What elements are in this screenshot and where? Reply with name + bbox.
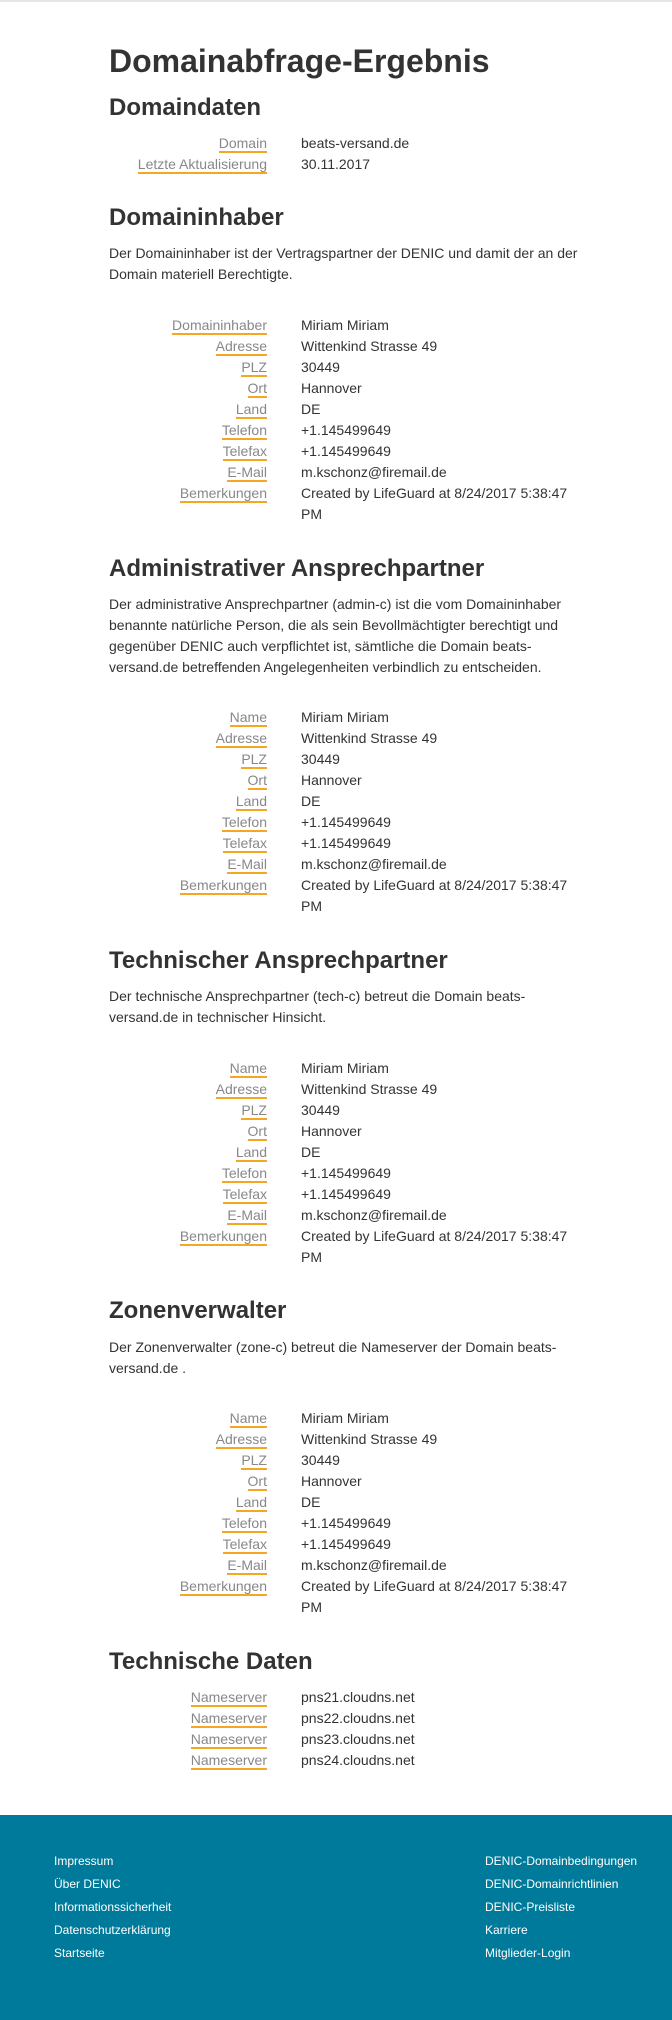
field-value: 30.11.2017 <box>301 156 371 172</box>
field-label: Telefax <box>222 443 267 459</box>
field-row-plz <box>109 1450 589 1471</box>
field-row-telefax <box>109 1534 589 1555</box>
field-value: +1.145499649 <box>301 1165 391 1181</box>
field-value: +1.145499649 <box>301 814 391 830</box>
field-label: Telefon <box>221 1515 267 1531</box>
field-label: Land <box>235 1144 267 1160</box>
field-label: PLZ <box>241 1102 267 1118</box>
zone-c-table <box>109 1408 589 1618</box>
field-row-ort <box>109 1471 589 1492</box>
field-label: Name <box>229 1410 267 1426</box>
field-value: Created by LifeGuard at 8/24/2017 5:38:47 PM <box>301 877 568 914</box>
footer-left-links <box>54 1850 171 1965</box>
footer-link-ueber-denic[interactable]: Über DENIC <box>54 1877 121 1891</box>
footer-link-karriere[interactable]: Karriere <box>485 1923 528 1937</box>
field-label: Land <box>235 1494 267 1510</box>
field-value: 30449 <box>301 359 340 375</box>
field-row-telefon <box>109 1513 589 1534</box>
footer-link-domainbedingungen[interactable]: DENIC-Domainbedingungen <box>485 1854 638 1868</box>
footer-link-informationssicherheit[interactable]: Informationssicherheit <box>54 1900 172 1914</box>
field-value: DE <box>301 1494 321 1510</box>
field-value: DE <box>301 1144 321 1160</box>
field-row-plz <box>109 1100 589 1121</box>
technische-daten-table <box>109 1687 589 1771</box>
field-label: Telefax <box>222 835 267 851</box>
field-label: Bemerkungen <box>179 1578 267 1594</box>
section-description-tech-c: Der technische Ansprechpartner (tech-c) betreut die Domain beats-versand.de in technischer Hinsicht. <box>109 988 526 1025</box>
field-label: Telefon <box>221 814 267 830</box>
field-value: Hannover <box>301 1473 362 1489</box>
field-value: DE <box>301 793 321 809</box>
field-value: +1.145499649 <box>301 835 391 851</box>
field-label: Telefon <box>221 1165 267 1181</box>
field-row-email <box>109 462 589 483</box>
footer-right-links <box>485 1850 637 1965</box>
field-label: Adresse <box>215 1081 267 1097</box>
section-heading-domaininhaber: Domaininhaber <box>109 204 284 231</box>
field-row-plz <box>109 749 589 770</box>
field-row-nameserver <box>109 1729 589 1750</box>
field-label: Telefon <box>221 422 267 438</box>
field-value: Hannover <box>301 1123 362 1139</box>
footer <box>0 1815 672 2020</box>
field-row-domain <box>109 133 589 154</box>
field-label: Letzte Aktualisierung <box>137 156 267 172</box>
section-description-zone-c: Der Zonenverwalter (zone-c) betreut die Nameserver der Domain beats-versand.de . <box>109 1339 557 1376</box>
field-label: Nameserver <box>190 1752 267 1768</box>
field-label: Ort <box>247 380 267 396</box>
field-label: Land <box>235 793 267 809</box>
field-label: Adresse <box>215 730 267 746</box>
field-value: m.kschonz@firemail.de <box>301 464 447 480</box>
field-row-adresse <box>109 728 589 749</box>
field-row-plz <box>109 357 589 378</box>
field-row-name <box>109 1058 589 1079</box>
field-value: +1.145499649 <box>301 1186 391 1202</box>
field-row-telefax <box>109 1184 589 1205</box>
field-label: Land <box>235 401 267 417</box>
footer-link-startseite[interactable]: Startseite <box>54 1946 105 1960</box>
section-heading-admin-c: Administrativer Ansprechpartner <box>109 555 485 582</box>
admin-c-table <box>109 707 589 917</box>
field-row-nameserver <box>109 1687 589 1708</box>
field-row-name <box>109 1408 589 1429</box>
tech-c-table <box>109 1058 589 1268</box>
field-label: Name <box>229 709 267 725</box>
section-heading-technische-daten: Technische Daten <box>109 1648 313 1675</box>
field-value: +1.145499649 <box>301 422 391 438</box>
field-label: E-Mail <box>227 1557 267 1573</box>
field-value: pns23.cloudns.net <box>301 1731 415 1747</box>
field-value: Hannover <box>301 380 362 396</box>
footer-link-domainrichtlinien[interactable]: DENIC-Domainrichtlinien <box>485 1877 619 1891</box>
field-value: beats-versand.de <box>301 135 410 151</box>
field-row-nameserver <box>109 1708 589 1729</box>
field-value: m.kschonz@firemail.de <box>301 1557 447 1573</box>
field-value: +1.145499649 <box>301 1536 391 1552</box>
field-value: Miriam Miriam <box>301 1060 389 1076</box>
footer-link-datenschutzerklaerung[interactable]: Datenschutzerklärung <box>54 1923 171 1937</box>
field-label: Adresse <box>215 1431 267 1447</box>
field-label: Name <box>229 1060 267 1076</box>
field-row-telefon <box>109 812 589 833</box>
section-heading-zone-c: Zonenverwalter <box>109 1297 287 1324</box>
field-value: 30449 <box>301 1102 340 1118</box>
field-row-bemerkungen <box>109 875 589 917</box>
field-label: Adresse <box>215 338 267 354</box>
field-value: Miriam Miriam <box>301 709 389 725</box>
field-value: m.kschonz@firemail.de <box>301 856 447 872</box>
field-value: Created by LifeGuard at 8/24/2017 5:38:47 PM <box>301 485 568 522</box>
field-row-telefon <box>109 420 589 441</box>
field-value: Wittenkind Strasse 49 <box>301 1081 438 1097</box>
field-row-nameserver <box>109 1750 589 1771</box>
field-label: Bemerkungen <box>179 1228 267 1244</box>
field-row-land <box>109 399 589 420</box>
section-description-admin-c: Der administrative Ansprechpartner (admin-c) ist die vom Domaininhaber benannte natürliche Person, die als sein Bevollmächtigter berechtigt und gegenüber DENIC auch verpflichtet ist, sämtliche die Domain beats-versand.de betreffenden Angelegenheiten verbindlich zu entscheiden. <box>109 596 562 675</box>
field-label: PLZ <box>241 359 267 375</box>
field-row-email <box>109 1205 589 1226</box>
field-label: Nameserver <box>190 1731 267 1747</box>
field-value: Created by LifeGuard at 8/24/2017 5:38:47 PM <box>301 1578 568 1615</box>
field-row-email <box>109 854 589 875</box>
field-label: Ort <box>247 772 267 788</box>
field-value: +1.145499649 <box>301 1515 391 1531</box>
field-row-bemerkungen <box>109 483 589 525</box>
field-label: Bemerkungen <box>179 485 267 501</box>
field-row-bemerkungen <box>109 1226 589 1268</box>
field-label: Telefax <box>222 1536 267 1552</box>
field-row-adresse <box>109 1429 589 1450</box>
field-label: Domain <box>218 135 267 151</box>
field-value: Wittenkind Strasse 49 <box>301 338 438 354</box>
field-value: 30449 <box>301 751 340 767</box>
section-description-domaininhaber: Der Domaininhaber ist der Vertragspartner der DENIC und damit der an der Domain materiell Berechtigte. <box>109 245 578 282</box>
domaininhaber-table <box>109 315 589 525</box>
field-value: +1.145499649 <box>301 443 391 459</box>
field-label: PLZ <box>241 751 267 767</box>
field-label: PLZ <box>241 1452 267 1468</box>
footer-link-preisliste[interactable]: DENIC-Preisliste <box>485 1900 576 1914</box>
field-row-ort <box>109 378 589 399</box>
field-row-ort <box>109 770 589 791</box>
field-value: pns21.cloudns.net <box>301 1689 415 1705</box>
field-value: DE <box>301 401 321 417</box>
field-value: Wittenkind Strasse 49 <box>301 1431 438 1447</box>
field-label: Domaininhaber <box>172 317 267 333</box>
field-row-telefax <box>109 833 589 854</box>
field-row-ort <box>109 1121 589 1142</box>
field-row-name <box>109 707 589 728</box>
field-row-land <box>109 1142 589 1163</box>
field-label: E-Mail <box>227 1207 267 1223</box>
field-value: pns24.cloudns.net <box>301 1752 415 1768</box>
field-value: Miriam Miriam <box>301 317 389 333</box>
field-value: Wittenkind Strasse 49 <box>301 730 438 746</box>
section-heading-domaindaten: Domaindaten <box>109 94 262 121</box>
field-row-adresse <box>109 336 589 357</box>
field-row-telefon <box>109 1163 589 1184</box>
field-label: Bemerkungen <box>179 877 267 893</box>
field-row-domaininhaber <box>109 315 589 336</box>
top-border <box>0 0 672 2</box>
field-row-land <box>109 791 589 812</box>
field-value: pns22.cloudns.net <box>301 1710 415 1726</box>
footer-link-impressum[interactable]: Impressum <box>54 1854 114 1868</box>
field-value: Hannover <box>301 772 362 788</box>
field-row-letzte-aktualisierung <box>109 154 589 175</box>
field-label: Telefax <box>222 1186 267 1202</box>
field-label: Nameserver <box>190 1689 267 1705</box>
domaindaten-table <box>109 133 589 175</box>
section-heading-tech-c: Technischer Ansprechpartner <box>109 947 448 974</box>
field-value: m.kschonz@firemail.de <box>301 1207 447 1223</box>
field-row-land <box>109 1492 589 1513</box>
field-label: E-Mail <box>227 856 267 872</box>
field-row-bemerkungen <box>109 1576 589 1618</box>
field-row-adresse <box>109 1079 589 1100</box>
field-value: 30449 <box>301 1452 340 1468</box>
field-value: Miriam Miriam <box>301 1410 389 1426</box>
field-row-email <box>109 1555 589 1576</box>
field-label: E-Mail <box>227 464 267 480</box>
field-value: Created by LifeGuard at 8/24/2017 5:38:47 PM <box>301 1228 568 1265</box>
page-title: Domainabfrage-Ergebnis <box>109 43 490 79</box>
field-label: Ort <box>247 1473 267 1489</box>
field-row-telefax <box>109 441 589 462</box>
field-label: Nameserver <box>190 1710 267 1726</box>
field-label: Ort <box>247 1123 267 1139</box>
footer-link-mitglieder-login[interactable]: Mitglieder-Login <box>485 1946 571 1960</box>
